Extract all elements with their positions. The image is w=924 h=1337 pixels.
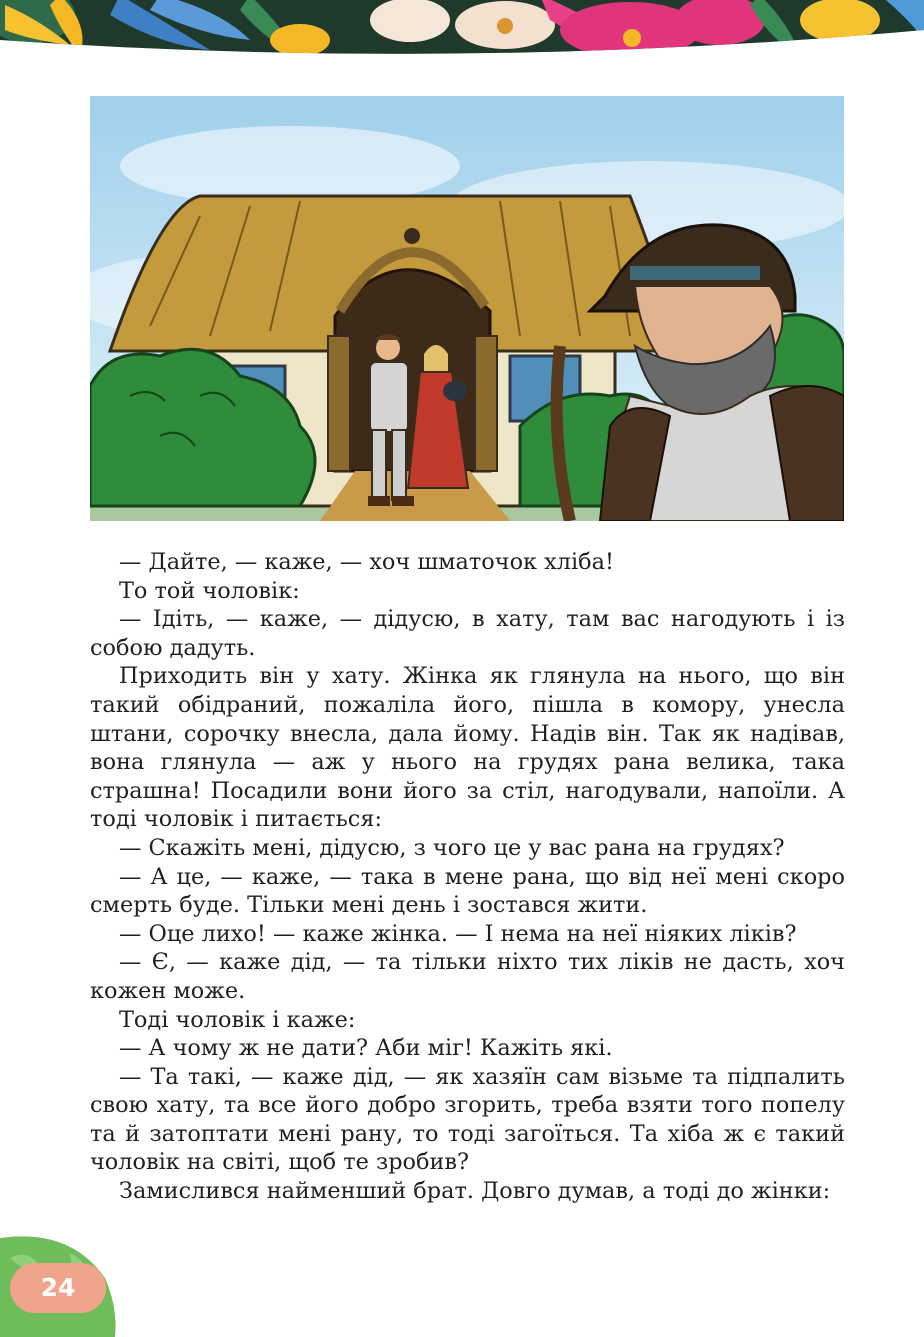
page-number: 24 <box>10 1263 106 1313</box>
paragraph: — А це, — каже, — така в мене рана, що від неї мені скоро смерть буде. Тільки мені день і зостався жити. <box>90 863 845 919</box>
paragraph: То той чоловік: <box>119 577 300 604</box>
paragraph: Тоді чоловік і каже: <box>119 1006 356 1033</box>
paragraph: — Та такі, — каже дід, — як хазяїн сам візьме та підпалить свою хату, та все його добро згорить, треба взяти того попелу та й затоптати мені рану, то тоді загоїться. Та хіба ж є такий чоловік на світі, щоб те зробив? <box>90 1063 845 1176</box>
floral-banner <box>0 0 924 62</box>
paragraph: Замислився найменший брат. Довго думав, а тоді до жінки: <box>119 1178 831 1205</box>
story-illustration <box>90 96 844 521</box>
paragraph: — Оце лихо! — каже жінка. — І нема на неї ніяких ліків? <box>119 920 797 947</box>
story-text <box>90 548 845 1206</box>
paragraph: — Скажіть мені, дідусю, з чого це у вас рана на грудях? <box>119 834 785 861</box>
paragraph: — Дайте, — каже, — хоч шматочок хліба! <box>119 549 615 575</box>
paragraph: — Є, — каже дід, — та тільки ніхто тих ліків не дасть, хоч кожен може. <box>90 949 845 1004</box>
paragraph: — Ідіть, — каже, — дідусю, в хату, там вас нагодують і із собою дадуть. <box>90 606 845 661</box>
paragraph: — А чому ж не дати? Аби міг! Кажіть які. <box>119 1035 613 1062</box>
paragraph: Приходить він у хату. Жінка як глянула на нього, що він такий обідраний, пожаліла його, пішла в комору, унесла штани, сорочку внесла, дала йому. Надів він. Так як надівав, вона глянула — аж у нього на грудях рана велика, така страшна! Посадили вони його за стіл, нагодували, напоїли. А тоді чоловік і питається: <box>90 663 845 833</box>
